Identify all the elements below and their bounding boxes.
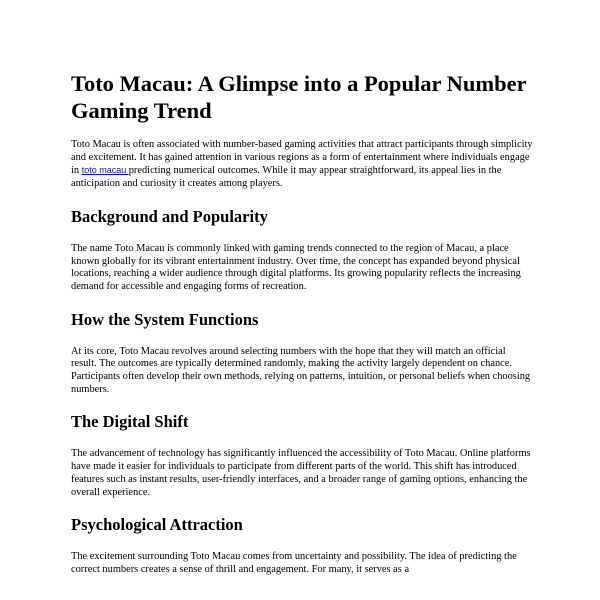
section-heading-psychological: Psychological Attraction (71, 515, 243, 535)
intro-text-before-link: Toto Macau is often associated with number-based gaming activities that attract participants through simplicity and excitement. It has gained attention in various regions as a form of entertainment where individuals engage in (71, 139, 533, 177)
section-body-digital: The advancement of technology has significantly influenced the accessibility of Toto Macau. Online platforms have made it easier for individuals to participate from different parts of the world. This shift has introduced features such as instant results, user-friendly interfaces, and a broader range of gaming options, enhancing the overall experience. (71, 448, 531, 498)
section-body-system: At its core, Toto Macau revolves around selecting numbers with the hope that they will match an official result. The outcomes are typically determined randomly, making the activity largely dependent on chance. Participants often develop their own methods, relying on patterns, intuition, or personal beliefs when choosing numbers. (71, 345, 531, 395)
article-title: Toto Macau: A Glimpse into a Popular Number Gaming Trend (71, 71, 527, 123)
intro-paragraph (71, 139, 533, 191)
section-heading-background: Background and Popularity (71, 206, 268, 226)
toto-macau-link[interactable]: toto macau (81, 165, 129, 176)
section-heading-system: How the System Functions (71, 309, 259, 329)
section-body-background: The name Toto Macau is commonly linked with gaming trends connected to the region of Macau, a place known globally for its vibrant entertainment industry. Over time, the concept has expanded beyond physical locations, reaching a wider audience through digital platforms. Its growing popularity reflects the increasing demand for accessible and engaging forms of recreation. (71, 242, 521, 292)
article (71, 70, 533, 577)
section-body-psychological: The excitement surrounding Toto Macau comes from uncertainty and possibility. The idea of predicting the correct numbers creates a sense of thrill and engagement. For many, it serves as a (71, 551, 517, 575)
section-heading-digital: The Digital Shift (71, 412, 189, 432)
intro-text-after-link: predicting numerical outcomes. While it may appear straightforward, its appeal lies in the anticipation and curiosity it creates among players. (71, 165, 502, 190)
